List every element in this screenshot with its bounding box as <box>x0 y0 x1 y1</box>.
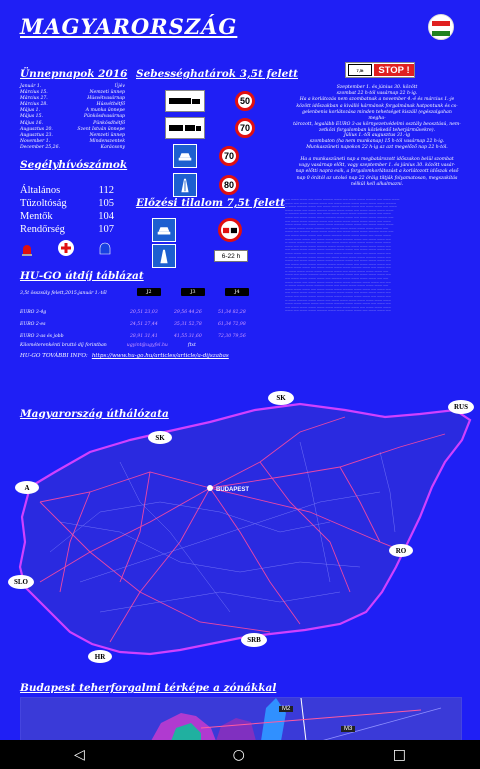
notice-line: szombat 22 h-tól vasárnap 22 h-ig. <box>336 91 418 97</box>
holiday-name: Pünkösdhétfő <box>93 120 125 126</box>
holiday-date: Március 15. <box>20 90 48 96</box>
emergency-number[interactable]: 107 <box>98 224 114 235</box>
time-plate: 6-22 h <box>214 250 248 262</box>
hugo-footer-label: Kilométerenkénti bruttó díj forintban <box>20 343 107 348</box>
toll-category-badge: J2 <box>137 288 161 296</box>
expressway-car-icon <box>173 144 197 168</box>
toll-price: 29,56 44,26 <box>174 309 202 315</box>
speed-limit-sign: 70 <box>235 118 255 138</box>
notice-line: Július 1.-től augusztus 31.-ig <box>343 133 411 138</box>
toll-row <box>20 318 262 330</box>
notice-line: vagy vasárnap előtt, vagy szeptember 1. és június 30. között vasár- <box>298 163 456 169</box>
holiday-name: Szent István ünnepe <box>77 126 125 132</box>
stop-label: STOP ! <box>374 64 414 76</box>
android-nav-bar <box>0 740 480 769</box>
road-label-m3: M3 <box>341 726 355 732</box>
holiday-date: Március 27. <box>20 96 48 102</box>
speed-limit-sign: 70 <box>219 146 239 166</box>
emergency-service: Mentők <box>20 211 53 222</box>
notice-line: Munkaszüneti napokon 22 h-ig az azt megelőző nap 22 h-tól. <box>306 145 448 151</box>
home-button[interactable]: ○ <box>232 746 245 763</box>
hugo-info-link[interactable]: https://www.hu-go.hu/articles/article/a-dijszabas <box>91 353 229 359</box>
recent-apps-button[interactable]: □ <box>392 746 407 763</box>
holiday-date: Május 15. <box>20 114 43 120</box>
no-overtaking-sign <box>218 218 242 242</box>
stop-sign <box>345 62 415 78</box>
speed-limit-sign: 80 <box>219 175 239 195</box>
holiday-row <box>20 145 125 151</box>
red-cross-icon <box>58 240 74 256</box>
budapest-map <box>20 697 462 740</box>
holiday-date: Május 16. <box>20 120 43 126</box>
notice-line: nélkül kell alkalmazni. <box>350 181 404 187</box>
truck-weight-icon: 7,5t <box>348 64 372 76</box>
toll-row <box>20 330 262 342</box>
holiday-name: Nemzeti ünnep <box>89 90 125 96</box>
overtake-title: Előzési tilalom 7,5t felett <box>136 197 285 209</box>
truck-trailer-icon <box>165 117 205 139</box>
country-label-ro: RO <box>389 544 413 557</box>
capital-label: BUDAPEST <box>216 487 250 493</box>
hungary-border <box>20 404 470 654</box>
budapest-map-title: Budapest teherforgalmi térképe a zónákkal <box>20 682 277 694</box>
notice-line: között időszakban a kiválló kármánok forgalmának hatpontunk és cs- <box>296 103 458 109</box>
notice-paragraph-1 <box>293 85 461 135</box>
holiday-date: Január 1. <box>20 84 42 89</box>
holiday-date: November 1. <box>20 138 51 144</box>
holiday-date: Augusztus 20. <box>20 126 53 132</box>
emergency-number[interactable]: 104 <box>98 211 114 222</box>
hugo-info-label: HU-GO TOVÁBBI INFO: <box>20 353 88 359</box>
notice-line: Ha a korlátozás nem szombatnak a november 4.-é és március 1.-je <box>299 97 455 103</box>
emergency-row <box>20 184 114 197</box>
back-button[interactable]: ◁ <box>73 746 85 763</box>
emergency-title: Segélyhívószámok <box>20 159 128 171</box>
notice-line: Szeptember 1. és június 30. között <box>336 85 418 90</box>
toll-price: 72,30 79,56 <box>218 333 246 339</box>
toll-row-label: EURO 3-4g <box>20 309 47 315</box>
holidays-title: Ünnepnapok 2016 <box>20 68 128 80</box>
holiday-date: December 25,26. <box>20 144 60 150</box>
siren-icon <box>20 241 34 255</box>
country-label-a: A <box>15 481 39 494</box>
truck-icon <box>165 90 205 112</box>
hugo-title: HU-GO útdíj táblázat <box>20 270 144 282</box>
holiday-name: Pünkösdvasárnap <box>83 114 125 120</box>
emergency-list <box>20 184 114 236</box>
notice-paragraph-2 <box>293 133 461 152</box>
hugo-footer-extra: ftxt <box>187 343 196 348</box>
country-label-hr: HR <box>88 650 112 663</box>
speed-limit-sign: 50 <box>235 91 255 111</box>
country-label-srb: SRB <box>241 633 267 647</box>
holiday-name: Karácsony <box>100 144 125 150</box>
toll-price: 20,51 23,03 <box>130 309 158 315</box>
country-label-rus: RUS <box>448 400 474 414</box>
emergency-number[interactable]: 105 <box>98 198 114 209</box>
toll-price: 24,51 27,44 <box>130 321 158 327</box>
motorway-icon <box>173 173 197 197</box>
holiday-name: A munka ünnepe <box>85 108 125 114</box>
hugo-categories <box>137 288 249 296</box>
toll-price: 28,91 31,41 <box>130 333 158 339</box>
toll-price: 41,55 31,60 <box>174 333 202 339</box>
holiday-date: Május 1. <box>20 108 41 114</box>
emergency-number[interactable]: 112 <box>98 185 114 196</box>
notice-line: gelenbenis korlátozása minden tehetséget kiszáll (egészalgahan megha- <box>302 109 452 122</box>
toll-row-label: EURO 2-es <box>20 321 46 327</box>
emergency-row <box>20 197 114 210</box>
capital-dot <box>207 485 213 491</box>
speed-signs <box>165 90 255 197</box>
hugo-table <box>20 306 262 342</box>
emergency-row <box>20 210 114 223</box>
country-label-slo: SLO <box>8 575 34 589</box>
emergency-row <box>20 223 114 236</box>
notice-line: szombaton (ha nem munkanap) 15 h-tól vasárnap 22 h-ig. <box>309 139 445 145</box>
toll-category-badge: J4 <box>225 288 249 296</box>
holiday-name: Újév <box>114 84 125 89</box>
toll-price: 61,34 72,98 <box>218 321 246 327</box>
toll-price: 35,31 52,78 <box>174 321 202 327</box>
notice-line: nap előtti napra esik, a forgalomkorlátozást a korlátozott időszak első <box>295 169 459 175</box>
speed-title: Sebességhatárok 3,5t felett <box>136 68 299 80</box>
notice-line: tározott, legalább EURO 3-as környezetvédelmi osztály beosztású, nem- <box>293 122 461 128</box>
country-label-sk: SK <box>148 431 172 444</box>
emergency-service: Általános <box>20 185 61 196</box>
road-label-m2: M2 <box>279 706 293 712</box>
notice-paragraph-3 <box>293 157 461 188</box>
expressway-car-icon <box>152 218 176 242</box>
notice-line: nap 0 órától az utolsó nap 22 óráig tiltják folyamatosan, megszakítás <box>296 175 458 181</box>
regulations-fine-print: —— ——— ——— —— ——— ———— ——— —— ——— ——— ———— —— ——— ——— ——— —— ——— ———— ——— —— ——— ——— ——— ——— ——— ——— ———— — ——— ———— ——— —— ——— ——— ———— ——— —— ——— ——— —— ——— ——— ——— —— ——— ———— ——— ——— ——— —— ——— ——— ——— ——— — ———— ——— ——— —— ——— ——— ——— ——— ———— ——— —— ——— ——— —— ——— ——— ——— ———— ——— ——— —— ——— ——— ———— —— —— ——— ——— ———— ——— —— ——— ——— ——— ——— ——— —— ——— ——— ——— —— ——— ——— ——— ———— ——— ——— —— ——— ——— ——— — ——— ——— ——— ———— —— ——— ——— ——— ——— ——— ——— —— ——— —— ———— ——— ——— ——— —— ——— ——— ——— ———— ——— —— —— ——— ——— ——— —— ——— ———— ——— ——— ——— —— ——— ——— ——— ——— ——— —— ——— ——— ——— ———— ——— —— ——— ——— —— — ——— ——— ———— ——— —— ——— ——— ——— ——— ——— ——— ——— ——— —— ——— ——— ———— ——— ——— —— ——— ——— ——— ——— —— —— ——— ——— ——— ——— ———— ——— ——— —— ——— ——— ——— —— ——— ——— —— ——— ——— ——— ——— ———— ——— —— ——— ——— —— — ——— ———— ——— ——— —— ——— ——— ——— ——— ———— ——— —— ——— —— ——— ——— ——— ——— ———— ——— —— ——— ——— ——— —— —— ——— ——— ——— ———— ——— ——— ——— —— ——— ——— ——— —— ——— ——— ——— —— ——— ——— ——— ——— ———— ——— —— ——— —— — ——— ——— ——— ——— ———— ——— —— ——— ——— ——— ——— —— ——— —— ——— ———— ——— ——— ——— ——— —— ——— ——— ——— —— —— ——— ——— ——— ——— —— ———— ——— ——— ——— ——— —— —— ——— ——— —— ——— ——— ——— ——— ——— ———— ——— ——— —— —— — ——— ——— ——— ———— ——— —— ——— ——— ——— ——— ——— —— ——— ——— ——— —— ——— ——— ——— ———— ——— ——— —— ——— —— —— ——— ——— ——— ——— ———— ——— ——— —— ——— ——— ——— —— ——— —— ——— ——— ——— ——— ——— ———— ——— ——— —— ——— —— — ——— ———— ——— ——— —— ——— ——— ——— ——— ——— ——— ——— ——— ——— ——— ——— —— ——— ———— ——— ——— ——— —— ——— —— —— ——— ——— ——— ——— ——— ——— ——— ——— —— ——— ——— ——— ——— —— ——— ——— ———— ——— ——— ——— ——— —— ——— ——— —— <box>285 198 400 313</box>
emergency-service: Rendőrség <box>20 224 65 235</box>
hugo-footer-email[interactable]: ugyint@ugyfel.hu <box>126 343 168 348</box>
holiday-date: Augusztus 23. <box>20 132 53 138</box>
hungary-road-map <box>0 392 480 692</box>
hugo-info <box>20 353 229 359</box>
motorway-icon <box>152 244 176 268</box>
hugo-subtitle: 3,5t összsúly felett,2015.január 1.-től <box>20 291 107 296</box>
roadmap-title: Magyarország úthálózata <box>20 408 169 420</box>
holiday-name: Mindenszentek <box>89 138 125 144</box>
emergency-service: Tűzoltóság <box>20 198 67 209</box>
toll-row-label: EURO 3-as és jobb <box>20 333 64 339</box>
holiday-name: Nemzeti ünnep <box>89 132 125 138</box>
country-label-sk-north: SK <box>268 391 294 405</box>
toll-price: 51,34 82,28 <box>218 309 246 315</box>
police-light-icon <box>97 240 113 256</box>
notice-line: zetközi forgalomban közlekedő teherjárművekre). <box>318 128 436 134</box>
holiday-date: Március 28. <box>20 102 48 108</box>
notice-line: Ha a munkaszüneti nap a megbatározott időszakon belül szombat <box>300 157 454 162</box>
hugo-footer <box>20 343 196 348</box>
hungary-flag-icon <box>428 14 454 40</box>
toll-category-badge: J3 <box>181 288 205 296</box>
page-title: MAGYARORSZÁG <box>20 14 238 39</box>
holidays-list <box>20 84 125 151</box>
holiday-name: Húsvétvasárnap <box>87 96 125 102</box>
toll-row <box>20 306 262 318</box>
holiday-name: Húsvéthétfő <box>96 102 125 108</box>
